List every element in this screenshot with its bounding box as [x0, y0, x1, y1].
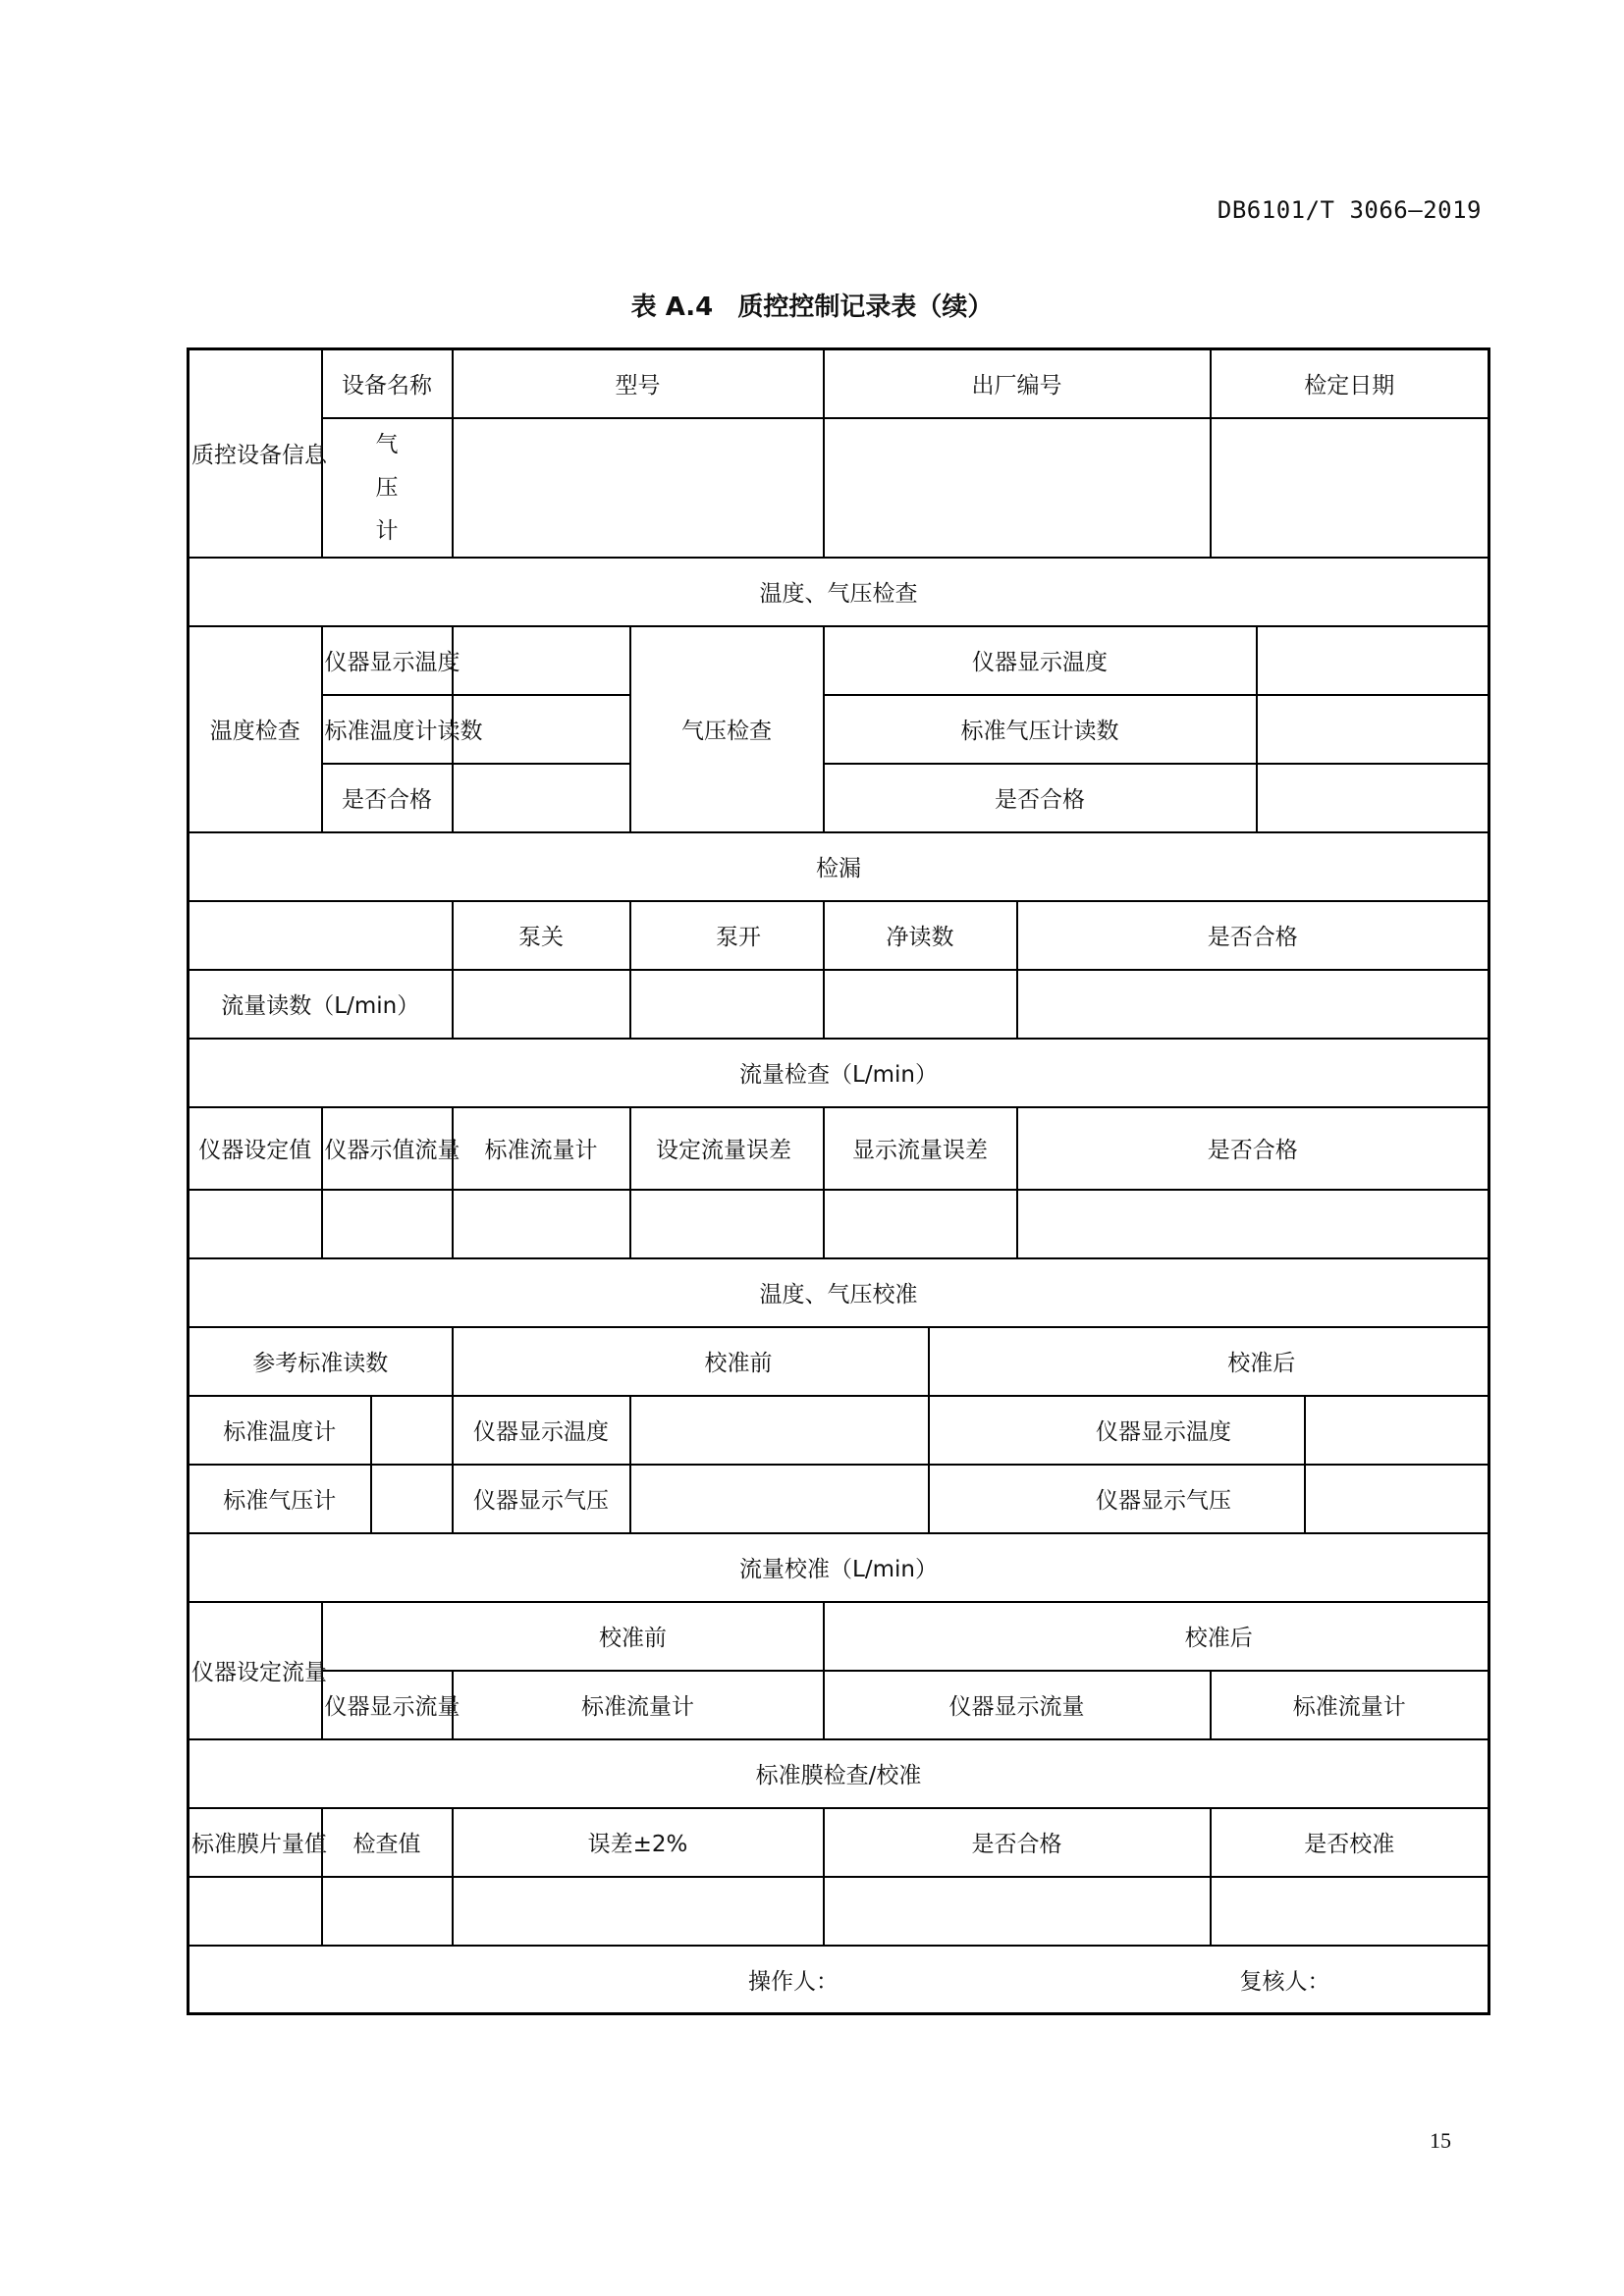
device-char-3: 计 — [375, 517, 399, 544]
flow-calibration-title: 流量校准（L/min） — [189, 1533, 1489, 1602]
pressure-row-label-pass: 是否合格 — [824, 764, 1257, 832]
header-calibration-date: 检定日期 — [1211, 349, 1489, 418]
section-row — [189, 558, 1489, 626]
header-pump-off: 泵关 — [453, 901, 630, 970]
equipment-header-row — [189, 349, 1489, 418]
flow-check-data-row — [189, 1190, 1489, 1258]
after-display-temp-label: 仪器显示温度 — [929, 1396, 1305, 1465]
equipment-section-label: 质控设备信息 — [189, 349, 322, 558]
standard-flowmeter-input[interactable] — [453, 1190, 630, 1258]
before-display-pressure-input[interactable] — [630, 1465, 929, 1533]
header-set-flow-error: 设定流量误差 — [630, 1107, 824, 1190]
flow-before-calibration-label: 校准前 — [322, 1602, 824, 1671]
section-row — [189, 1039, 1489, 1107]
reference-standard-label: 参考标准读数 — [189, 1327, 453, 1396]
header-display-flow-error: 显示流量误差 — [824, 1107, 1017, 1190]
header-leak-pass: 是否合格 — [1017, 901, 1489, 970]
set-flow-error-input[interactable] — [630, 1190, 824, 1258]
check-row — [189, 695, 1489, 764]
pump-off-input[interactable] — [453, 970, 630, 1039]
leak-pass-input[interactable] — [1017, 970, 1489, 1039]
set-value-input[interactable] — [189, 1190, 322, 1258]
before-display-flow-label: 仪器显示流量 — [322, 1671, 453, 1739]
header-indicated-flow: 仪器示值流量 — [322, 1107, 453, 1190]
after-display-flow-label: 仪器显示流量 — [824, 1671, 1211, 1739]
header-device-name: 设备名称 — [322, 349, 453, 418]
after-calibration-label: 校准后 — [929, 1327, 1489, 1396]
temp-check-label: 温度检查 — [189, 626, 322, 832]
pump-on-input[interactable] — [630, 970, 824, 1039]
table-number: 表 A.4 — [630, 293, 714, 322]
membrane-title: 标准膜检查/校准 — [189, 1739, 1489, 1808]
temp-row-label-standard: 标准温度计读数 — [322, 695, 453, 764]
header-membrane-calibrated: 是否校准 — [1211, 1808, 1489, 1877]
pressure-row-label-display: 仪器显示温度 — [824, 626, 1257, 695]
before-display-temp-input[interactable] — [630, 1396, 929, 1465]
section-row — [189, 1258, 1489, 1327]
header-membrane-value: 标准膜片量值 — [189, 1808, 322, 1877]
calibration-header-row — [189, 1327, 1489, 1396]
before-display-temp-label: 仪器显示温度 — [453, 1396, 630, 1465]
calibration-pressure-row — [189, 1465, 1489, 1533]
membrane-value-input[interactable] — [189, 1877, 322, 1946]
temp-display-input[interactable] — [453, 626, 630, 695]
temp-row-label-display: 仪器显示温度 — [322, 626, 453, 695]
table-name: 质控控制记录表（续） — [737, 293, 994, 322]
before-display-pressure-label: 仪器显示气压 — [453, 1465, 630, 1533]
temp-pressure-check-title: 温度、气压检查 — [189, 558, 1489, 626]
header-net-reading: 净读数 — [824, 901, 1017, 970]
flow-pass-input[interactable] — [1017, 1190, 1489, 1258]
flow-check-title: 流量检查（L/min） — [189, 1039, 1489, 1107]
flow-calibration-subheader-row — [189, 1671, 1489, 1739]
membrane-header-row — [189, 1808, 1489, 1877]
after-display-temp-input[interactable] — [1305, 1396, 1489, 1465]
quality-control-record-table — [187, 347, 1490, 2015]
header-membrane-pass: 是否合格 — [824, 1808, 1211, 1877]
equipment-data-row — [189, 418, 1489, 558]
std-thermometer-label: 标准温度计 — [189, 1396, 371, 1465]
pressure-check-label: 气压检查 — [630, 626, 824, 832]
header-error-tolerance: 误差±2% — [453, 1808, 824, 1877]
flow-calibration-header-row — [189, 1602, 1489, 1671]
net-reading-input[interactable] — [824, 970, 1017, 1039]
before-calibration-label: 校准前 — [453, 1327, 929, 1396]
leak-blank-cell — [189, 901, 453, 970]
page-number: 15 — [1430, 2128, 1451, 2153]
flow-check-header-row — [189, 1107, 1489, 1190]
pressure-pass-input[interactable] — [1257, 764, 1489, 832]
section-row — [189, 1533, 1489, 1602]
header-model: 型号 — [453, 349, 824, 418]
signature-row — [189, 1946, 1489, 2014]
header-serial-number: 出厂编号 — [824, 349, 1211, 418]
header-standard-flowmeter: 标准流量计 — [453, 1107, 630, 1190]
header-pump-on: 泵开 — [630, 901, 824, 970]
section-row — [189, 832, 1489, 901]
operator-signature-label: 操作人： — [748, 1968, 839, 1995]
header-check-value: 检查值 — [322, 1808, 453, 1877]
check-row — [189, 626, 1489, 695]
document-code: DB6101/T 3066—2019 — [1217, 196, 1482, 224]
std-barometer-input[interactable] — [371, 1465, 453, 1533]
table-title — [0, 287, 1624, 323]
device-char-2: 压 — [375, 474, 399, 501]
calibration-date-input-cell[interactable] — [1211, 418, 1489, 558]
std-thermometer-input[interactable] — [371, 1396, 453, 1465]
header-set-value: 仪器设定值 — [189, 1107, 322, 1190]
before-std-flow-label: 标准流量计 — [453, 1671, 824, 1739]
flow-reading-label: 流量读数（L/min） — [189, 970, 453, 1039]
membrane-data-row — [189, 1877, 1489, 1946]
temp-row-label-pass: 是否合格 — [322, 764, 453, 832]
leak-check-title: 检漏 — [189, 832, 1489, 901]
temp-pass-input[interactable] — [453, 764, 630, 832]
header-flow-pass: 是否合格 — [1017, 1107, 1489, 1190]
std-barometer-label: 标准气压计 — [189, 1465, 371, 1533]
calibration-temp-row — [189, 1396, 1489, 1465]
after-display-pressure-input[interactable] — [1305, 1465, 1489, 1533]
membrane-pass-input[interactable] — [824, 1877, 1211, 1946]
pressure-row-label-standard: 标准气压计读数 — [824, 695, 1257, 764]
check-value-input[interactable] — [322, 1877, 453, 1946]
display-flow-error-input[interactable] — [824, 1190, 1017, 1258]
indicated-flow-input[interactable] — [322, 1190, 453, 1258]
device-name-cell — [322, 418, 453, 558]
error-tolerance-input[interactable] — [453, 1877, 824, 1946]
after-display-pressure-label: 仪器显示气压 — [929, 1465, 1305, 1533]
temp-pressure-calibration-title: 温度、气压校准 — [189, 1258, 1489, 1327]
pressure-display-input[interactable] — [1257, 626, 1489, 695]
serial-number-input-cell[interactable] — [824, 418, 1211, 558]
reviewer-signature-label: 复核人： — [1239, 1968, 1330, 1995]
after-std-flow-label: 标准流量计 — [1211, 1671, 1489, 1739]
device-char-1: 气 — [375, 431, 399, 457]
check-row — [189, 764, 1489, 832]
section-row — [189, 1739, 1489, 1808]
pressure-standard-input[interactable] — [1257, 695, 1489, 764]
flow-after-calibration-label: 校准后 — [824, 1602, 1489, 1671]
leak-data-row — [189, 970, 1489, 1039]
set-flow-label: 仪器设定流量 — [189, 1602, 322, 1739]
leak-header-row — [189, 901, 1489, 970]
membrane-calibrated-input[interactable] — [1211, 1877, 1489, 1946]
model-input-cell[interactable] — [453, 418, 824, 558]
device-name-vertical — [376, 423, 399, 553]
signature-cell — [189, 1946, 1489, 2014]
